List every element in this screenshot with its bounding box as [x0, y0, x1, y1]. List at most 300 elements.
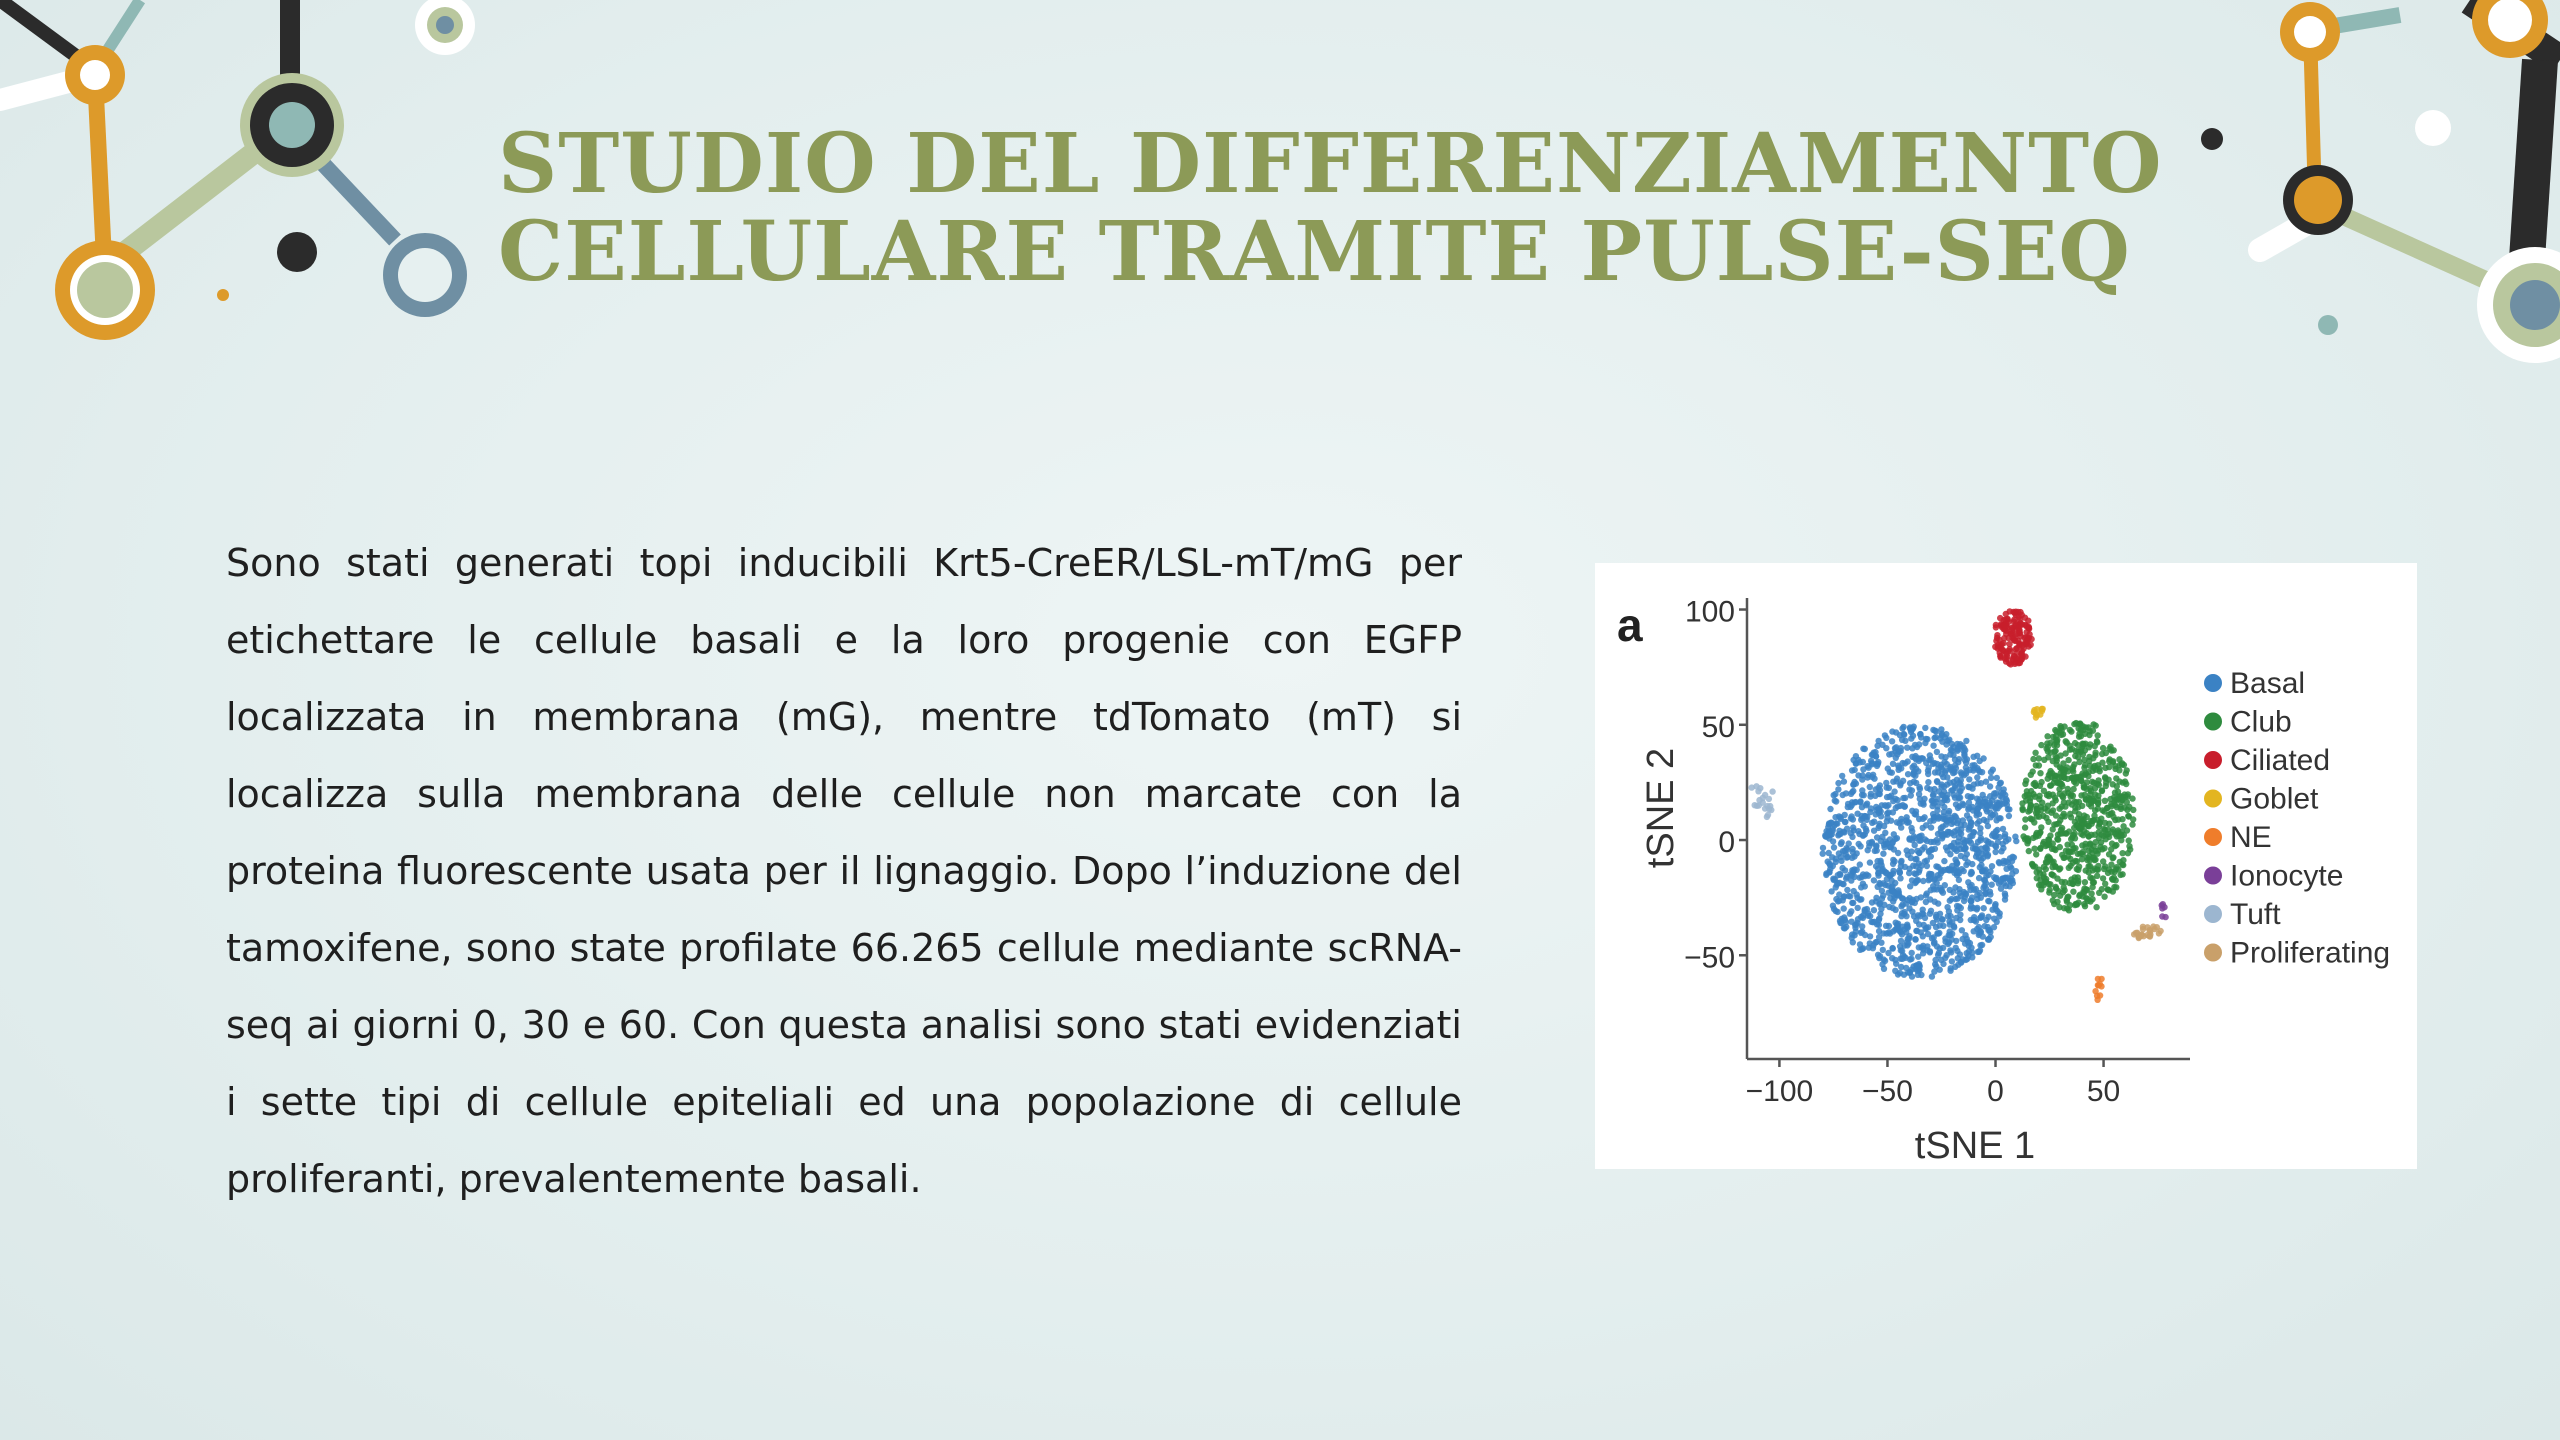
point-club	[2072, 830, 2078, 836]
point-club	[2029, 862, 2035, 868]
point-club	[2084, 857, 2090, 863]
point-basal	[1987, 793, 1993, 799]
point-club	[2045, 853, 2051, 859]
point-club	[2075, 874, 2081, 880]
point-basal	[2005, 875, 2011, 881]
point-club	[2100, 858, 2106, 864]
point-basal	[1932, 846, 1938, 852]
point-basal	[1927, 911, 1933, 917]
x-tick-label: 50	[2086, 1075, 2121, 1108]
point-basal	[1908, 735, 1914, 741]
point-basal	[1841, 893, 1847, 899]
point-basal	[1956, 842, 1962, 848]
point-basal	[2002, 792, 2008, 798]
point-club	[2117, 859, 2123, 865]
point-club	[2100, 875, 2106, 881]
point-goblet	[2040, 706, 2046, 712]
point-basal	[1916, 791, 1922, 797]
point-club	[2045, 754, 2051, 760]
point-club	[2041, 864, 2047, 870]
point-basal	[1826, 850, 1832, 856]
point-club	[2045, 776, 2051, 782]
point-basal	[1916, 816, 1922, 822]
point-club	[2076, 864, 2082, 870]
point-basal	[1906, 836, 1912, 842]
point-club	[2072, 740, 2078, 746]
point-club	[2052, 753, 2058, 759]
point-basal	[1876, 901, 1882, 907]
point-basal	[1893, 961, 1899, 967]
point-club	[2047, 887, 2053, 893]
point-basal	[1889, 888, 1895, 894]
point-basal	[1909, 787, 1915, 793]
point-basal	[1885, 809, 1891, 815]
point-basal	[1849, 867, 1855, 873]
point-basal	[1956, 877, 1962, 883]
point-basal	[1823, 872, 1829, 878]
legend-label-tuft: Tuft	[2230, 898, 2281, 931]
point-basal	[1857, 843, 1863, 849]
point-basal	[1881, 844, 1887, 850]
point-basal	[1965, 784, 1971, 790]
point-club	[2092, 807, 2098, 813]
point-basal	[1899, 948, 1905, 954]
point-basal	[1908, 855, 1914, 861]
panel-label: a	[1617, 599, 1643, 651]
point-club	[2079, 741, 2085, 747]
point-club	[2038, 824, 2044, 830]
point-basal	[1900, 795, 1906, 801]
point-club	[2125, 850, 2131, 856]
point-basal	[1957, 795, 1963, 801]
point-basal	[1928, 887, 1934, 893]
slide-title-line-1: STUDIO DEL DIFFERENZIAMENTO	[498, 116, 2163, 212]
point-club	[2111, 794, 2117, 800]
point-club	[2075, 851, 2081, 857]
point-basal	[1976, 924, 1982, 930]
point-club	[2106, 887, 2112, 893]
point-club	[2040, 871, 2046, 877]
point-basal	[1919, 846, 1925, 852]
point-basal	[1938, 866, 1944, 872]
point-basal	[1936, 930, 1942, 936]
point-tuft	[1753, 783, 1759, 789]
point-tuft	[1768, 807, 1774, 813]
point-basal	[1947, 913, 1953, 919]
point-basal	[1841, 778, 1847, 784]
point-basal	[1944, 904, 1950, 910]
point-club	[2077, 892, 2083, 898]
point-basal	[1848, 791, 1854, 797]
point-basal	[1994, 805, 2000, 811]
point-club	[2038, 779, 2044, 785]
point-basal	[1963, 862, 1969, 868]
point-club	[2082, 903, 2088, 909]
point-basal	[1901, 732, 1907, 738]
point-club	[2086, 833, 2092, 839]
point-club	[2074, 901, 2080, 907]
point-basal	[1923, 899, 1929, 905]
point-basal	[1970, 754, 1976, 760]
point-basal	[1898, 824, 1904, 830]
point-club	[2050, 840, 2056, 846]
slide-title-line-2: CELLULARE TRAMITE PULSE-SEQ	[498, 204, 2131, 300]
point-basal	[2001, 786, 2007, 792]
point-basal	[1966, 799, 1972, 805]
y-tick-label: 50	[1701, 710, 1735, 744]
point-club	[2050, 734, 2056, 740]
point-basal	[1833, 896, 1839, 902]
point-basal	[1978, 780, 1984, 786]
point-basal	[1877, 858, 1883, 864]
point-basal	[1836, 880, 1842, 886]
point-basal	[1880, 851, 1886, 857]
point-basal	[1997, 815, 2003, 821]
point-club	[2096, 821, 2102, 827]
point-basal	[1947, 851, 1953, 857]
point-club	[2058, 725, 2064, 731]
point-basal	[1851, 779, 1857, 785]
point-basal	[1895, 850, 1901, 856]
point-basal	[1825, 858, 1831, 864]
point-club	[2092, 856, 2098, 862]
point-basal	[1927, 786, 1933, 792]
point-basal	[1955, 759, 1961, 765]
point-basal	[1882, 830, 1888, 836]
point-basal	[1843, 875, 1849, 881]
point-club	[2031, 819, 2037, 825]
point-club	[2105, 870, 2111, 876]
point-tuft	[1764, 814, 1770, 820]
point-basal	[1884, 818, 1890, 824]
legend-swatch-basal	[2204, 674, 2222, 692]
point-basal	[1959, 801, 1965, 807]
point-club	[2043, 843, 2049, 849]
y-axis-label: tSNE 2	[1640, 747, 1682, 869]
point-tuft	[1769, 788, 1775, 794]
point-club	[2087, 741, 2093, 747]
point-basal	[1932, 899, 1938, 905]
point-basal	[2012, 834, 2018, 840]
point-club	[2088, 818, 2094, 824]
point-basal	[1857, 947, 1863, 953]
point-basal	[1880, 892, 1886, 898]
point-basal	[1946, 808, 1952, 814]
point-basal	[1937, 911, 1943, 917]
point-basal	[1980, 755, 1986, 761]
slide-title	[498, 116, 2198, 300]
point-basal	[1847, 804, 1853, 810]
point-basal	[1938, 957, 1944, 963]
point-basal	[1842, 867, 1848, 873]
point-basal	[1912, 742, 1918, 748]
point-basal	[1864, 906, 1870, 912]
point-club	[2086, 769, 2092, 775]
point-club	[2080, 751, 2086, 757]
point-basal	[1842, 812, 1848, 818]
point-basal	[1863, 802, 1869, 808]
point-basal	[1894, 751, 1900, 757]
point-basal	[1912, 835, 1918, 841]
point-ciliated	[2002, 627, 2008, 633]
point-basal	[1842, 819, 1848, 825]
point-proliferating	[2147, 928, 2153, 934]
point-basal	[1893, 729, 1899, 735]
point-basal	[1946, 939, 1952, 945]
point-club	[2093, 848, 2099, 854]
point-club	[2062, 830, 2068, 836]
point-club	[2030, 791, 2036, 797]
point-basal	[1871, 877, 1877, 883]
point-ciliated	[2002, 617, 2008, 623]
point-basal	[1854, 811, 1860, 817]
point-basal	[1871, 819, 1877, 825]
point-club	[2019, 806, 2025, 812]
point-basal	[1914, 877, 1920, 883]
point-basal	[1963, 770, 1969, 776]
point-basal	[1978, 835, 1984, 841]
point-club	[2057, 764, 2063, 770]
point-basal	[1856, 831, 1862, 837]
point-basal	[1894, 819, 1900, 825]
point-basal	[1857, 799, 1863, 805]
point-basal	[1962, 757, 1968, 763]
point-tuft	[1766, 796, 1772, 802]
point-basal	[2003, 866, 2009, 872]
point-club	[2083, 867, 2089, 873]
point-basal	[1884, 803, 1890, 809]
point-basal	[1926, 848, 1932, 854]
point-club	[2083, 796, 2089, 802]
point-basal	[1832, 797, 1838, 803]
point-basal	[1890, 857, 1896, 863]
point-basal	[1991, 924, 1997, 930]
point-basal	[1912, 755, 1918, 761]
point-basal	[1899, 902, 1905, 908]
point-club	[2106, 821, 2112, 827]
point-basal	[1947, 928, 1953, 934]
point-club	[2050, 826, 2056, 832]
point-club	[2117, 872, 2123, 878]
point-ciliated	[2013, 609, 2019, 615]
point-basal	[1892, 927, 1898, 933]
point-club	[2077, 720, 2083, 726]
point-club	[2072, 808, 2078, 814]
point-club	[2103, 783, 2109, 789]
point-club	[2022, 781, 2028, 787]
point-basal	[2010, 880, 2016, 886]
point-club	[2093, 722, 2099, 728]
point-club	[2092, 791, 2098, 797]
point-basal	[1909, 828, 1915, 834]
point-basal	[1994, 799, 2000, 805]
point-ciliated	[2017, 660, 2023, 666]
point-ciliated	[1997, 650, 2003, 656]
point-basal	[1872, 793, 1878, 799]
point-basal	[1876, 805, 1882, 811]
point-basal	[1849, 834, 1855, 840]
x-axis-ticks	[1746, 1059, 2121, 1108]
point-club	[2048, 810, 2054, 816]
point-ciliated	[1999, 641, 2005, 647]
point-club	[2061, 854, 2067, 860]
point-basal	[1863, 826, 1869, 832]
point-basal	[1943, 731, 1949, 737]
point-basal	[1935, 803, 1941, 809]
point-basal	[1859, 929, 1865, 935]
point-club	[2044, 792, 2050, 798]
legend-label-goblet: Goblet	[2230, 782, 2319, 816]
point-club	[2024, 792, 2030, 798]
point-basal	[1969, 870, 1975, 876]
point-basal	[2003, 858, 2009, 864]
point-tuft	[1762, 805, 1768, 811]
point-club	[2095, 732, 2101, 738]
point-club	[2033, 851, 2039, 857]
point-basal	[1822, 832, 1828, 838]
point-club	[2080, 727, 2086, 733]
point-basal	[1895, 891, 1901, 897]
point-basal	[2006, 813, 2012, 819]
body-paragraph: Sono stati generati topi inducibili Krt5-CreER/LSL-mT/mG per etichettare le cellule basali e la loro progenie con EGFP localizzata in membrana (mG), mentre tdTomato (mT) si localizza sulla membrana delle cellule non marcate con la proteina fluorescente usata per il lignaggio. Dopo l’induzione del tamoxifene, sono state profilate 66.265 cellule mediante scRNA-seq ai giorni 0, 30 e 60. Con questa analisi sono stati evidenziati i sette tipi di cellule epiteliali ed una popolazione di cellule proliferanti, prevalentemente basali.	[226, 541, 1462, 1201]
point-basal	[1920, 801, 1926, 807]
point-basal	[1941, 858, 1947, 864]
point-basal	[1930, 743, 1936, 749]
point-club	[2034, 806, 2040, 812]
point-club	[2037, 770, 2043, 776]
point-club	[2053, 885, 2059, 891]
point-basal	[1931, 735, 1937, 741]
point-club	[2037, 877, 2043, 883]
point-club	[2038, 742, 2044, 748]
point-basal	[1981, 868, 1987, 874]
point-basal	[1902, 760, 1908, 766]
point-basal	[1890, 945, 1896, 951]
point-club	[2079, 842, 2085, 848]
point-basal	[1918, 833, 1924, 839]
point-club	[2061, 887, 2067, 893]
point-club	[2102, 798, 2108, 804]
point-basal	[1933, 728, 1939, 734]
point-basal	[1940, 774, 1946, 780]
point-basal	[1987, 799, 1993, 805]
point-club	[2059, 879, 2065, 885]
point-basal	[1900, 778, 1906, 784]
point-basal	[1865, 765, 1871, 771]
point-club	[2092, 832, 2098, 838]
legend-swatch-goblet	[2204, 790, 2222, 808]
point-club	[2067, 727, 2073, 733]
point-club	[2076, 734, 2082, 740]
point-club	[2106, 758, 2112, 764]
point-club	[2047, 783, 2053, 789]
x-tick-label: 0	[1987, 1075, 2004, 1108]
legend-swatch-ne	[2204, 828, 2222, 846]
point-club	[2116, 767, 2122, 773]
point-ciliated	[2019, 612, 2025, 618]
point-club	[2072, 753, 2078, 759]
point-basal	[1985, 841, 1991, 847]
point-basal	[1835, 780, 1841, 786]
point-basal	[1947, 751, 1953, 757]
point-basal	[1994, 827, 2000, 833]
point-basal	[1924, 838, 1930, 844]
point-basal	[1894, 797, 1900, 803]
point-club	[2113, 884, 2119, 890]
point-basal	[1954, 870, 1960, 876]
point-basal	[1904, 847, 1910, 853]
point-basal	[1835, 786, 1841, 792]
point-club	[2026, 848, 2032, 854]
point-basal	[1951, 767, 1957, 773]
point-club	[2054, 899, 2060, 905]
point-basal	[1980, 792, 1986, 798]
point-basal	[1984, 846, 1990, 852]
point-basal	[1909, 950, 1915, 956]
point-basal	[1911, 811, 1917, 817]
point-ionocyte	[2159, 905, 2165, 911]
point-basal	[1911, 769, 1917, 775]
point-basal	[1915, 912, 1921, 918]
point-basal	[1994, 775, 2000, 781]
point-ciliated	[2003, 611, 2009, 617]
point-basal	[1918, 929, 1924, 935]
point-basal	[1885, 765, 1891, 771]
point-tuft	[1760, 795, 1766, 801]
point-club	[2058, 732, 2064, 738]
point-ionocyte	[2162, 914, 2168, 920]
point-club	[2120, 823, 2126, 829]
point-basal	[1878, 813, 1884, 819]
point-basal	[1910, 863, 1916, 869]
point-basal	[1967, 887, 1973, 893]
point-basal	[1882, 958, 1888, 964]
point-club	[2028, 772, 2034, 778]
point-basal	[1949, 958, 1955, 964]
point-basal	[1867, 859, 1873, 865]
point-club	[2112, 831, 2118, 837]
point-basal	[1975, 801, 1981, 807]
point-club	[2118, 837, 2124, 843]
point-basal	[1929, 973, 1935, 979]
point-basal	[1913, 856, 1919, 862]
point-club	[2094, 873, 2100, 879]
point-club	[2031, 846, 2037, 852]
point-basal	[1948, 867, 1954, 873]
point-basal	[1997, 910, 2003, 916]
point-club	[2047, 881, 2053, 887]
point-basal	[1922, 915, 1928, 921]
point-basal	[1876, 917, 1882, 923]
point-basal	[1883, 745, 1889, 751]
point-basal	[1873, 753, 1879, 759]
point-club	[2025, 808, 2031, 814]
point-basal	[1937, 885, 1943, 891]
point-club	[2067, 902, 2073, 908]
x-axis-label: tSNE 1	[1914, 1125, 2036, 1167]
point-basal	[1907, 970, 1913, 976]
point-club	[2033, 833, 2039, 839]
point-club	[2090, 764, 2096, 770]
point-basal	[1987, 891, 1993, 897]
point-basal	[1898, 863, 1904, 869]
point-basal	[1920, 950, 1926, 956]
point-basal	[1927, 876, 1933, 882]
point-basal	[1848, 908, 1854, 914]
point-club	[2036, 755, 2042, 761]
point-club	[2068, 836, 2074, 842]
point-basal	[2002, 893, 2008, 899]
